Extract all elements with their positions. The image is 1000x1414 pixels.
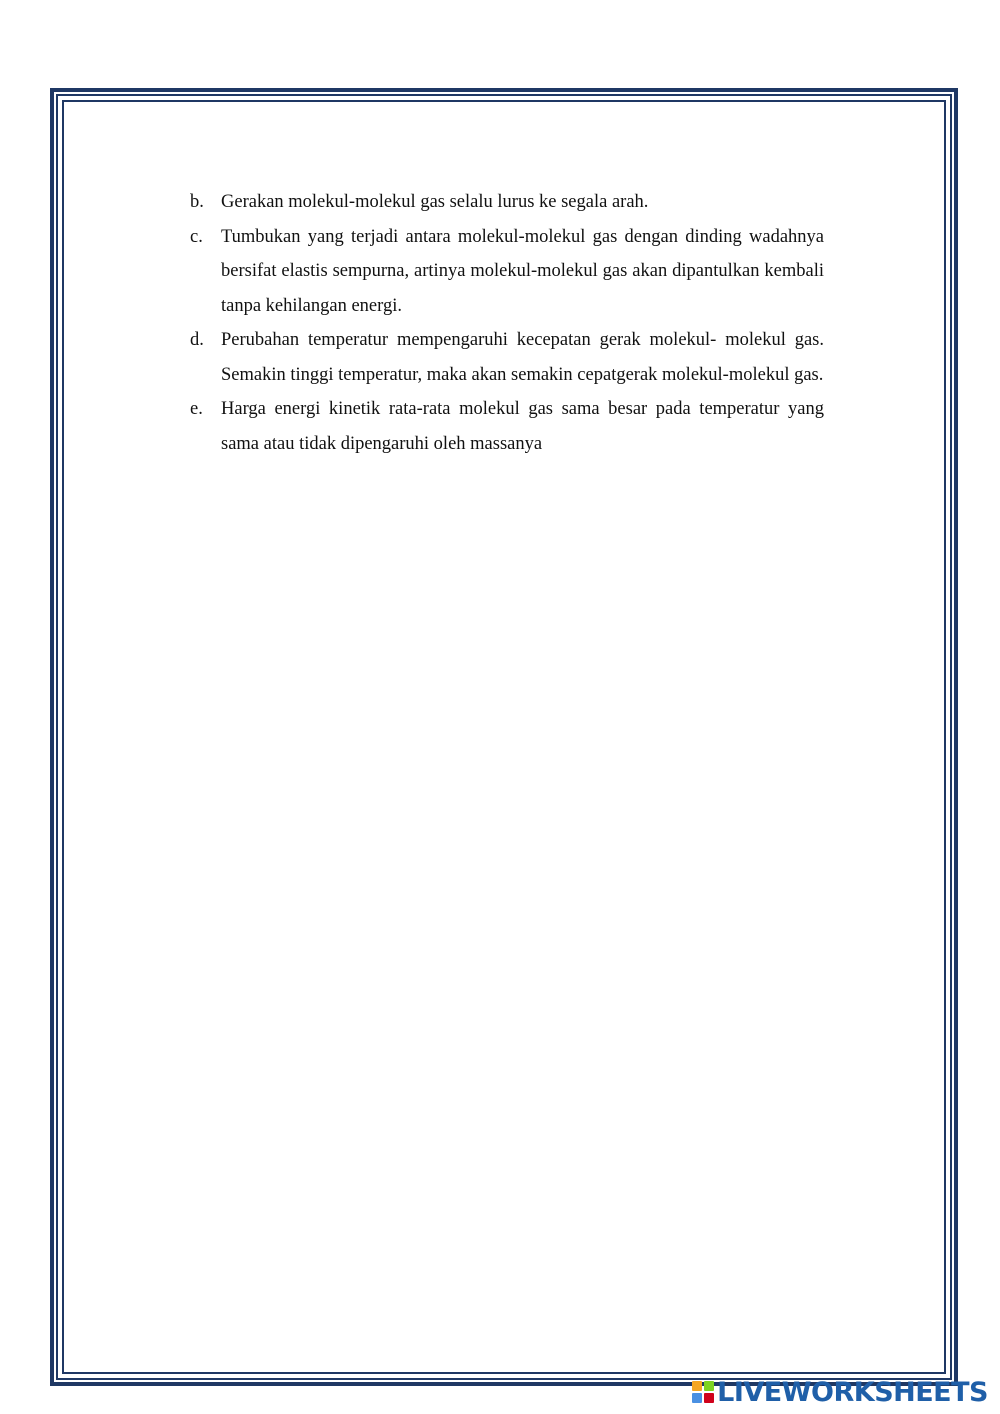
document-body — [190, 185, 824, 461]
watermark-text: LIVEWORKSHEETS — [717, 1376, 988, 1408]
list-marker: c. — [190, 226, 203, 247]
gas-properties-list — [190, 185, 824, 461]
list-marker: d. — [190, 330, 204, 350]
list-item-d — [190, 323, 824, 392]
list-item-text: Gerakan molekul-molekul gas selalu lurus ke segala arah. — [221, 192, 649, 212]
liveworksheets-watermark — [692, 1372, 988, 1412]
list-marker: b. — [190, 192, 204, 212]
liveworksheets-logo-icon — [692, 1381, 714, 1403]
list-item-text: Tumbukan yang terjadi antara molekul-molekul gas dengan dinding wadahnya bersifat elastis sempurna, artinya molekul-molekul gas akan dipantulkan kembali tanpa kehilangan energi. — [221, 226, 824, 316]
list-item-e — [190, 392, 824, 461]
list-item-text: Harga energi kinetik rata-rata molekul gas sama besar pada temperatur yang sama atau tidak dipengaruhi oleh massanya — [221, 399, 824, 454]
list-item-c — [190, 220, 824, 324]
list-item-text: Perubahan temperatur mempengaruhi kecepatan gerak molekul- molekul gas. Semakin tinggi temperatur, maka akan semakin cepatgerak molekul-molekul gas. — [221, 330, 824, 385]
list-marker: e. — [190, 399, 203, 419]
list-item-b — [190, 185, 824, 220]
